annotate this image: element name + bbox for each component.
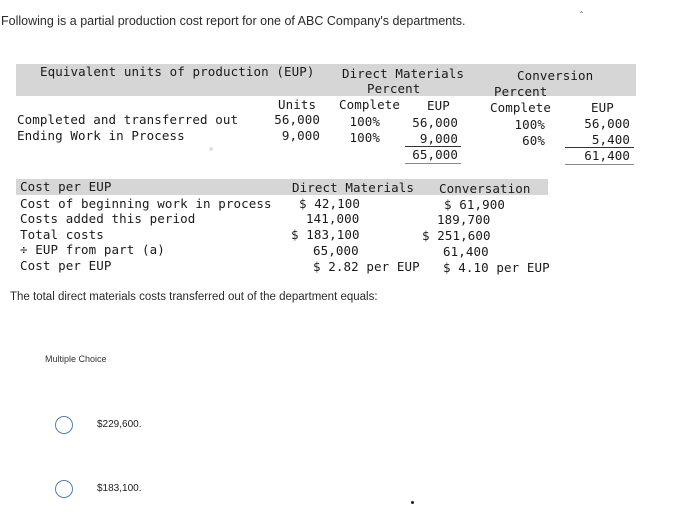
dm-header: Direct Materials bbox=[342, 66, 465, 81]
cost-row-beginning-label: Cost of beginning work in process bbox=[20, 196, 272, 211]
row-completed-conv-pct: 100% bbox=[514, 117, 545, 132]
dm-eup-header: EUP bbox=[427, 98, 450, 113]
cost-conv-header: Conversation bbox=[439, 181, 531, 196]
conv-eup-total: 61,400 bbox=[584, 148, 630, 163]
row-ending-wip-dm-pct: 100% bbox=[349, 130, 380, 145]
cost-row-total-label: Total costs bbox=[20, 227, 104, 242]
row-completed-units: 56,000 bbox=[274, 112, 320, 127]
conv-eup-header: EUP bbox=[591, 100, 614, 115]
conv-total-double-underline bbox=[565, 164, 634, 165]
intro-text: Following is a partial production cost report for one of ABC Company's departments. bbox=[1, 14, 466, 28]
row-completed-label: Completed and transferred out bbox=[17, 112, 239, 127]
row-ending-wip-conv-pct: 60% bbox=[522, 133, 545, 148]
row-ending-wip-label: Ending Work in Process bbox=[17, 128, 185, 143]
row-completed-dm-pct: 100% bbox=[349, 114, 380, 129]
cost-row-beginning-conv: $ 61,900 bbox=[444, 197, 506, 212]
stray-mark-icon: ⌃ bbox=[578, 10, 585, 19]
row-completed-conv-eup: 56,000 bbox=[584, 116, 630, 131]
conv-complete-header: Complete bbox=[490, 100, 552, 115]
cost-row-eup-conv: 61,400 bbox=[443, 244, 489, 259]
cost-row-total-conv: $ 251,600 bbox=[422, 228, 491, 243]
cursor-dot bbox=[411, 501, 414, 504]
cost-row-added-label: Costs added this period bbox=[20, 211, 196, 226]
radio-button-1[interactable] bbox=[55, 416, 73, 434]
dm-eup-total: 65,000 bbox=[412, 147, 458, 162]
cost-row-eup-label: ÷ EUP from part (a) bbox=[20, 242, 165, 257]
cost-row-per-eup-label: Cost per EUP bbox=[20, 258, 112, 273]
cost-row-per-eup-conv: $ 4.10 per EUP bbox=[443, 260, 550, 275]
cost-row-per-eup-dm: $ 2.82 per EUP bbox=[313, 259, 420, 274]
multiple-choice-label: Multiple Choice bbox=[45, 354, 107, 364]
row-completed-dm-eup: 56,000 bbox=[412, 115, 458, 130]
dm-percent-header: Percent bbox=[367, 81, 421, 96]
choice-option-2-label[interactable]: $183,100. bbox=[97, 483, 142, 494]
cost-row-total-dm: $ 183,100 bbox=[291, 227, 360, 242]
conv-header: Conversion bbox=[517, 68, 594, 83]
cost-row-eup-dm: 65,000 bbox=[313, 243, 359, 258]
units-header: Units bbox=[278, 97, 317, 112]
row-ending-wip-dm-eup: 9,000 bbox=[419, 131, 458, 146]
choice-option-1-label[interactable]: $229,600. bbox=[97, 419, 142, 430]
cost-dm-header: Direct Materials bbox=[292, 180, 415, 195]
cost-row-added-dm: 141,000 bbox=[306, 211, 360, 226]
row-ending-wip-conv-eup: 5,400 bbox=[591, 132, 630, 147]
row-ending-wip-units: 9,000 bbox=[281, 128, 320, 143]
cost-row-beginning-dm: $ 42,100 bbox=[299, 196, 361, 211]
eup-title: Equivalent units of production (EUP) bbox=[40, 64, 315, 79]
conv-percent-header: Percent bbox=[494, 84, 548, 99]
cost-title: Cost per EUP bbox=[20, 179, 112, 194]
scan-mark bbox=[209, 147, 213, 151]
question-text: The total direct materials costs transferred out of the department equals: bbox=[10, 291, 378, 303]
dm-complete-header: Complete bbox=[339, 97, 401, 112]
radio-button-2[interactable] bbox=[55, 480, 73, 498]
dm-total-double-underline bbox=[405, 163, 461, 164]
cost-row-added-conv: 189,700 bbox=[437, 212, 491, 227]
